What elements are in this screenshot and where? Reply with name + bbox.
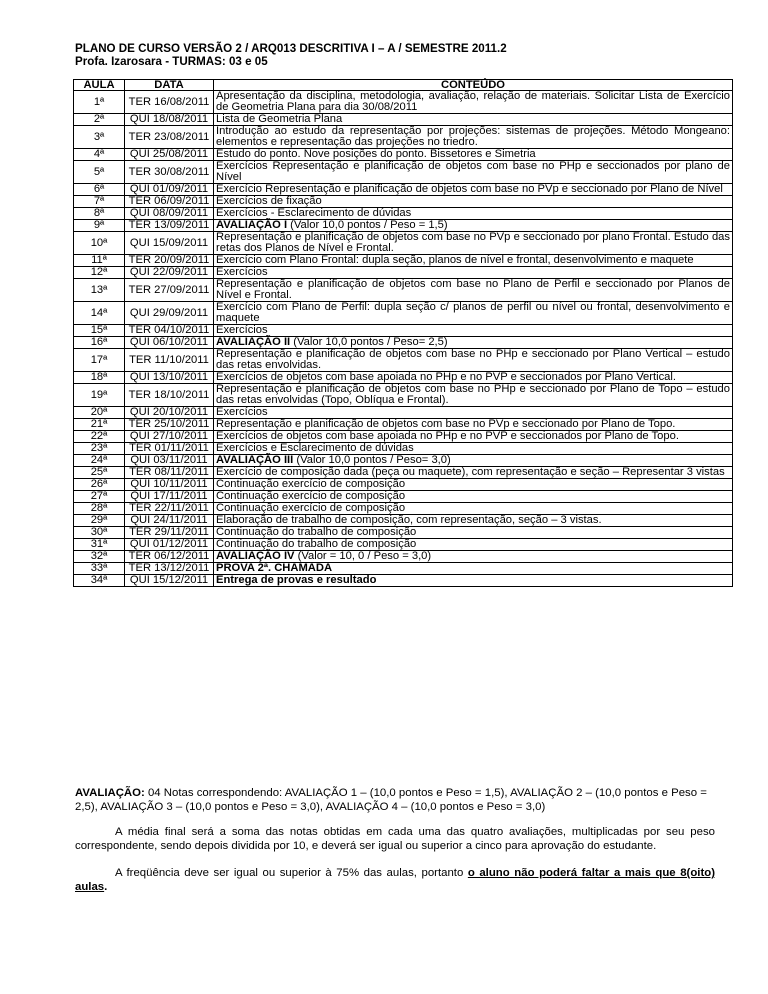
table-row xyxy=(74,184,733,196)
aula-cell: 25ª xyxy=(74,467,125,479)
evaluation-title: AVALIAÇÃO III xyxy=(216,454,294,466)
table-row xyxy=(74,491,733,503)
content-cell: Exercícios - Esclarecimento de dúvidas xyxy=(214,208,733,220)
aula-cell: 33ª xyxy=(74,563,125,575)
aula-cell: 4ª xyxy=(74,149,125,161)
evaluation-details: (Valor = 10, 0 / Peso = 3,0) xyxy=(294,550,432,562)
content-cell: Exercícios de objetos com base apoiada no PHp e no PVP e seccionados por Plano de Topo. xyxy=(214,431,733,443)
date-cell: QUI 08/09/2011 xyxy=(125,208,214,220)
date-cell: TER 30/08/2011 xyxy=(125,161,214,184)
date-cell: QUI 03/11/2011 xyxy=(125,455,214,467)
evaluation-paragraph xyxy=(75,787,715,814)
evaluation-title: AVALIAÇÃO IV xyxy=(216,550,295,562)
date-cell: QUI 17/11/2011 xyxy=(125,491,214,503)
date-cell: QUI 15/12/2011 xyxy=(125,575,214,587)
content-cell: Exercício Representação e planificação de objetos com base no PVp e seccionado por Plano de Nível xyxy=(214,184,733,196)
date-cell: TER 25/10/2011 xyxy=(125,419,214,431)
table-row xyxy=(74,384,733,407)
content-cell: PROVA 2ª. CHAMADA xyxy=(214,563,733,575)
aula-cell: 17ª xyxy=(74,349,125,372)
aula-cell: 6ª xyxy=(74,184,125,196)
date-cell: QUI 01/09/2011 xyxy=(125,184,214,196)
table-row xyxy=(74,455,733,467)
aula-cell: 22ª xyxy=(74,431,125,443)
content-cell xyxy=(214,337,733,349)
table-row xyxy=(74,126,733,149)
content-cell: Exercício com Plano de Perfil: dupla seção c/ planos de perfil ou nível ou frontal, desenvolvimento e maquete xyxy=(214,302,733,325)
aula-cell: 5ª xyxy=(74,161,125,184)
aula-cell: 3ª xyxy=(74,126,125,149)
aula-cell: 1ª xyxy=(74,91,125,114)
attendance-end: . xyxy=(104,880,108,893)
attendance-rule: o aluno não poderá faltar a mais que 8(oito) aulas xyxy=(75,867,715,893)
aula-cell: 20ª xyxy=(74,407,125,419)
date-cell: TER 23/08/2011 xyxy=(125,126,214,149)
content-cell: Representação e planificação de objetos com base no PHp e seccionado por Plano Vertical – estudo das retas envolvidas. xyxy=(214,349,733,372)
date-cell: TER 11/10/2011 xyxy=(125,349,214,372)
content-cell: Exercícios de objetos com base apoiada no PHp e no PVP e seccionados por Plano Vertical. xyxy=(214,372,733,384)
content-cell xyxy=(214,455,733,467)
content-cell: Continuação exercício de composição xyxy=(214,479,733,491)
date-cell: QUI 10/11/2011 xyxy=(125,479,214,491)
table-row xyxy=(74,149,733,161)
content-cell: Representação e planificação de objetos com base no PVp e seccionado por plano Frontal. Estudo das retas dos Planos de Nível e Frontal. xyxy=(214,232,733,255)
date-cell: TER 08/11/2011 xyxy=(125,467,214,479)
content-cell: Exercício com Plano Frontal: dupla seção, planos de nível e frontal, desenvolvimento e maquete xyxy=(214,255,733,267)
aula-cell: 19ª xyxy=(74,384,125,407)
course-plan-table xyxy=(73,79,733,587)
aula-cell: 15ª xyxy=(74,325,125,337)
table-row xyxy=(74,267,733,279)
evaluation-text: 04 Notas correspondendo: AVALIAÇÃO 1 – (10,0 pontos e Peso = 1,5), AVALIAÇÃO 2 – (10,0 pontos e Peso = 2,5), AVALIAÇÃO 3 – (10,0 pontos e Peso = 3,0), AVALIAÇÃO 4 – (10,0 pontos e Peso = 3,0) xyxy=(75,787,707,813)
table-row xyxy=(74,575,733,587)
date-cell: TER 20/09/2011 xyxy=(125,255,214,267)
table-row xyxy=(74,279,733,302)
aula-cell: 31ª xyxy=(74,539,125,551)
content-cell: Continuação exercício de composição xyxy=(214,503,733,515)
aula-cell: 13ª xyxy=(74,279,125,302)
content-cell: Exercícios Representação e planificação de objetos com base no PHp e seccionados por plano de Nível xyxy=(214,161,733,184)
attendance-paragraph xyxy=(75,867,715,894)
table-row xyxy=(74,539,733,551)
table-row xyxy=(74,419,733,431)
table-body xyxy=(74,91,733,587)
content-cell: Lista de Geometria Plana xyxy=(214,114,733,126)
final-grade-paragraph: A média final será a soma das notas obtidas em cada uma das quatro avaliações, multiplicadas por seu peso correspondente, sendo depois dividida por 10, e deverá ser igual ou superior a cinco para aprovação do estudante. xyxy=(75,826,715,852)
content-cell: Continuação exercício de composição xyxy=(214,491,733,503)
date-cell: QUI 18/08/2011 xyxy=(125,114,214,126)
aula-cell: 23ª xyxy=(74,443,125,455)
table-row xyxy=(74,337,733,349)
date-cell: QUI 24/11/2011 xyxy=(125,515,214,527)
content-cell: Exercícios de fixação xyxy=(214,196,733,208)
aula-cell: 27ª xyxy=(74,491,125,503)
evaluation-details: (Valor 10,0 pontos / Peso= 2,5) xyxy=(290,336,448,348)
content-cell xyxy=(214,551,733,563)
content-cell: Apresentação da disciplina, metodologia, avaliação, relação de materiais. Solicitar Lista de Exercício de Geometria Plana para dia 30/08/2011 xyxy=(214,91,733,114)
table-header-row xyxy=(74,80,733,91)
table-row xyxy=(74,325,733,337)
aula-cell: 12ª xyxy=(74,267,125,279)
aula-cell: 29ª xyxy=(74,515,125,527)
column-header-aula: AULA xyxy=(74,80,125,91)
date-cell: QUI 22/09/2011 xyxy=(125,267,214,279)
evaluation-label: AVALIAÇÃO: xyxy=(75,787,145,799)
aula-cell: 16ª xyxy=(74,337,125,349)
date-cell: TER 06/12/2011 xyxy=(125,551,214,563)
date-cell: TER 13/09/2011 xyxy=(125,220,214,232)
content-cell xyxy=(214,220,733,232)
document-header xyxy=(75,42,715,68)
date-cell: QUI 13/10/2011 xyxy=(125,372,214,384)
aula-cell: 11ª xyxy=(74,255,125,267)
table-row xyxy=(74,220,733,232)
date-cell: QUI 25/08/2011 xyxy=(125,149,214,161)
table-row xyxy=(74,515,733,527)
aula-cell: 7ª xyxy=(74,196,125,208)
date-cell: TER 06/09/2011 xyxy=(125,196,214,208)
table-row xyxy=(74,431,733,443)
aula-cell: 14ª xyxy=(74,302,125,325)
aula-cell: 34ª xyxy=(74,575,125,587)
table-row xyxy=(74,407,733,419)
header-title: PLANO DE CURSO VERSÃO 2 / ARQ013 DESCRITIVA I – A / SEMESTRE 2011.2 xyxy=(75,42,507,55)
content-cell: Representação e planificação de objetos com base no PHp e seccionado por Plano de Topo – estudo das retas envolvidas (Topo, Oblíqua e Frontal). xyxy=(214,384,733,407)
table-row xyxy=(74,503,733,515)
aula-cell: 30ª xyxy=(74,527,125,539)
aula-cell: 2ª xyxy=(74,114,125,126)
table-row xyxy=(74,527,733,539)
evaluation-details: (Valor 10,0 pontos / Peso= 3,0) xyxy=(293,454,451,466)
date-cell: TER 13/12/2011 xyxy=(125,563,214,575)
aula-cell: 21ª xyxy=(74,419,125,431)
aula-cell: 18ª xyxy=(74,372,125,384)
table-row xyxy=(74,255,733,267)
date-cell: TER 22/11/2011 xyxy=(125,503,214,515)
date-cell: TER 04/10/2011 xyxy=(125,325,214,337)
attendance-text: A freqüência deve ser igual ou superior à 75% das aulas, portanto xyxy=(115,867,468,879)
table-row xyxy=(74,479,733,491)
content-cell: Exercícios e Esclarecimento de dúvidas xyxy=(214,443,733,455)
aula-cell: 32ª xyxy=(74,551,125,563)
evaluation-title: AVALIAÇÃO II xyxy=(216,336,291,348)
table-row xyxy=(74,372,733,384)
evaluation-title: AVALIAÇÃO I xyxy=(216,219,288,231)
aula-cell: 24ª xyxy=(74,455,125,467)
content-cell: Estudo do ponto. Nove posições do ponto. Bissetores e Simetria xyxy=(214,149,733,161)
table-row xyxy=(74,443,733,455)
date-cell: TER 29/11/2011 xyxy=(125,527,214,539)
content-cell: Exercícios xyxy=(214,267,733,279)
table-row xyxy=(74,161,733,184)
column-header-conteudo: CONTEÚDO xyxy=(214,80,733,91)
content-cell: Exercício de composição dada (peça ou maquete), com representação e seção – Representar 3 vistas xyxy=(214,467,733,479)
content-cell: Entrega de provas e resultado xyxy=(214,575,733,587)
date-cell: QUI 29/09/2011 xyxy=(125,302,214,325)
table-row xyxy=(74,91,733,114)
content-cell: Elaboração de trabalho de composição, com representação, seção – 3 vistas. xyxy=(214,515,733,527)
content-cell: Exercícios xyxy=(214,325,733,337)
date-cell: QUI 15/09/2011 xyxy=(125,232,214,255)
date-cell: QUI 01/12/2011 xyxy=(125,539,214,551)
date-cell: QUI 06/10/2011 xyxy=(125,337,214,349)
table-row xyxy=(74,467,733,479)
content-cell: Representação e planificação de objetos com base no PVp e seccionado por Plano de Topo. xyxy=(214,419,733,431)
header-subtitle: Profa. Izarosara - TURMAS: 03 e 05 xyxy=(75,55,268,68)
table-row xyxy=(74,196,733,208)
table-row xyxy=(74,232,733,255)
table-row xyxy=(74,349,733,372)
evaluation-details: (Valor 10,0 pontos / Peso = 1,5) xyxy=(287,219,448,231)
aula-cell: 28ª xyxy=(74,503,125,515)
content-cell: Continuação do trabalho de composição xyxy=(214,527,733,539)
table-row xyxy=(74,302,733,325)
content-cell: Introdução ao estudo da representação por projeções: sistemas de projeções. Método Mongeano: elementos e representação das projeções no triedro. xyxy=(214,126,733,149)
table-row xyxy=(74,563,733,575)
content-cell: Continuação do trabalho de composição xyxy=(214,539,733,551)
content-cell: Exercícios xyxy=(214,407,733,419)
content-cell: Representação e planificação de objetos com base no Plano de Perfil e seccionado por Planos de Nível e Frontal. xyxy=(214,279,733,302)
date-cell: TER 18/10/2011 xyxy=(125,384,214,407)
date-cell: TER 16/08/2011 xyxy=(125,91,214,114)
table-row xyxy=(74,551,733,563)
date-cell: TER 27/09/2011 xyxy=(125,279,214,302)
column-header-data: DATA xyxy=(125,80,214,91)
aula-cell: 26ª xyxy=(74,479,125,491)
date-cell: TER 01/11/2011 xyxy=(125,443,214,455)
aula-cell: 9ª xyxy=(74,220,125,232)
date-cell: QUI 27/10/2011 xyxy=(125,431,214,443)
table-row xyxy=(74,114,733,126)
table-row xyxy=(74,208,733,220)
aula-cell: 8ª xyxy=(74,208,125,220)
aula-cell: 10ª xyxy=(74,232,125,255)
date-cell: QUI 20/10/2011 xyxy=(125,407,214,419)
